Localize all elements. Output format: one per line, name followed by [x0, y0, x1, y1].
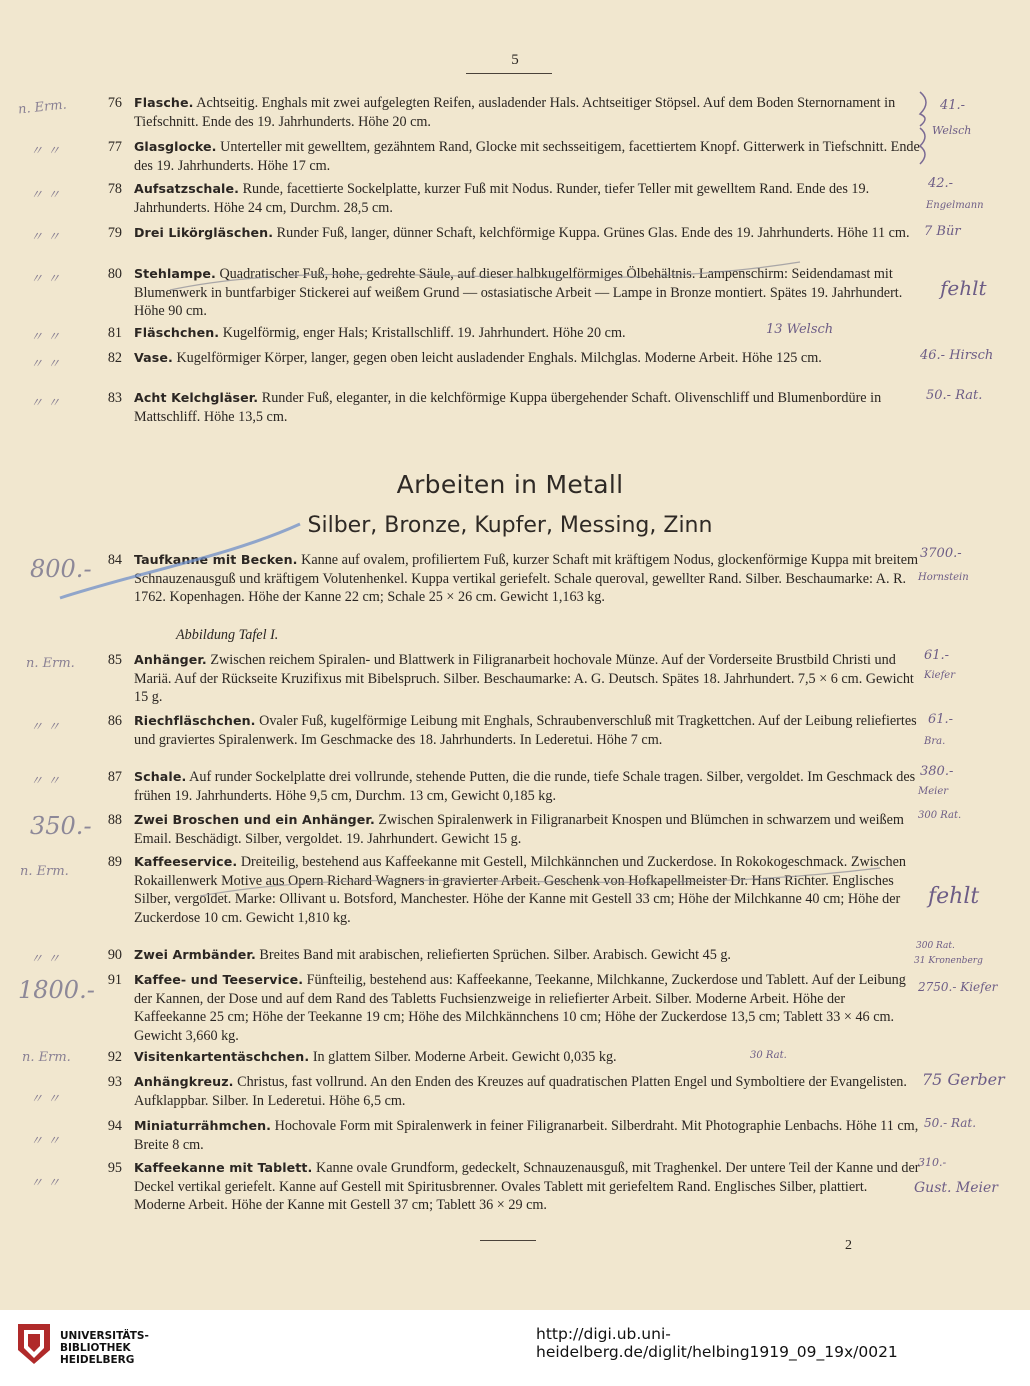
entry-number: 84: [107, 552, 122, 568]
handwritten-ditto: 〃 〃: [30, 188, 61, 203]
handwritten-ditto: 〃 〃: [30, 1092, 61, 1107]
handwritten-ditto: 〃 〃: [30, 774, 61, 789]
entry-number: 89: [107, 854, 122, 870]
handwritten-status: fehlt: [928, 884, 980, 909]
entry-text: Kugelförmiger Körper, langer, gegen oben leicht ausladender Enghals. Milchglas. Moderne Arbeit. Höhe 125 cm.: [176, 350, 822, 366]
entry-text: Zwischen Spiralenwerk in Filigranarbeit Knospen und Blümchen in schwarzem und weißem Email. Beschädigt. Silber, vergoldet. 19. Jahrhundert. Gewicht 15 g.: [134, 812, 904, 847]
entry-number: 80: [107, 266, 122, 282]
entry-text: Unterteller mit gewelltem, gezähntem Rand, Glocke mit sechsseitigem, facettiertem Knopf. Gitterwerk in Tiefschnitt. Ende des 19. Jahrhunderts. Höhe 17 cm.: [134, 139, 920, 174]
entry-title: Stehlampe.: [134, 266, 216, 281]
handwritten-buyer: Hornstein: [918, 572, 969, 583]
entry-number: 81: [107, 325, 122, 341]
handwritten-price: 310.-: [918, 1156, 947, 1169]
handwritten-price: 3700.-: [920, 546, 962, 561]
entry-text: Runde, facettierte Sockelplatte, kurzer Fuß mit Nodus. Runder, tiefer Teller mit gewelltem Rand. Ende des 19. Jahrhunderts. Höhe 24 cm, Durchm. 28,5 cm.: [134, 181, 870, 216]
handwritten-buyer: Meier: [918, 786, 949, 797]
handwritten-price: 46.- Hirsch: [920, 348, 994, 363]
entry-title: Kaffeeservice.: [134, 854, 238, 869]
entry-text: In glattem Silber. Moderne Arbeit. Gewicht 0,035 kg.: [312, 1049, 617, 1065]
entry-title: Zwei Broschen und ein Anhänger.: [134, 812, 375, 827]
source-url[interactable]: http://digi.ub.uni-heidelberg.de/diglit/helbing1919_09_19x/0021: [536, 1325, 898, 1361]
section-title: Arbeiten in Metall: [396, 470, 624, 499]
entry-number: 82: [107, 350, 122, 366]
handwritten-ditto: 〃 〃: [30, 1134, 61, 1149]
entry-title: Miniaturrähmchen.: [134, 1118, 272, 1133]
entry-text: Dreiteilig, bestehend aus Kaffeekanne mit Gestell, Milchkännchen und Zuckerdose. In Rokokogeschmack. Zwischen Rokaillenwerk Motive aus Opern Richard Wagners in gravierter Arbeit. Geschenk von Hofkapellmeister Dr. Hans Richter. Englisches Silber, vergoldet. Marke: Ollivant u. Botsford, Manchester. Höhe der Kanne mit Gestell 33 cm; Höhe der Milchkanne 40 cm; Höhe der Zuckerdose 10 cm. Gewicht 1,810 kg.: [134, 854, 906, 926]
handwritten-price: 2750.- Kiefer: [918, 980, 998, 994]
handwritten-price: 300 Rat.: [916, 941, 955, 951]
entry-text: Runder Fuß, langer, dünner Schaft, kelchförmige Kuppa. Grünes Glas. Ende des 19. Jahrhunderts. Höhe 11 cm.: [276, 225, 910, 241]
handwritten-note: n. Erm.: [20, 864, 69, 879]
entry-number: 92: [107, 1049, 122, 1065]
handwritten-price: 42.-: [928, 176, 954, 191]
entry-text: Kanne ovale Grundform, gedeckelt, Schnauzenausguß, mit Traghenkel. Der untere Teil der Kanne und der Deckel vertikal geriefelt. Kanne auf Gestell mit Spiritusbrenner. Ovales Tablett mit geriefeltem Rand. Englisches Silber, plattiert. Moderne Arbeit. Höhe der Kanne mit Gestell 37 cm; Tablett 36 × 29 cm.: [134, 1160, 920, 1214]
handwritten-ditto: 〃 〃: [30, 357, 61, 372]
entry-title: Flasche.: [134, 95, 194, 110]
handwritten-price: 1800.-: [18, 976, 95, 1004]
section-subtitle: Silber, Bronze, Kupfer, Messing, Zinn: [307, 513, 713, 538]
entry-number: 83: [107, 390, 122, 406]
handwritten-ditto: 〃 〃: [30, 144, 61, 159]
page-number: 5: [511, 52, 519, 68]
entry-text: Breites Band mit arabischen, reliefierten Sprüchen. Silber. Arabisch. Gewicht 45 g.: [259, 947, 731, 963]
entry-text: Auf runder Sockelplatte drei vollrunde, stehende Putten, die die runde, tiefe Schale tragen. Silber, vergoldet. Im Geschmack des frühen 19. Jahrhunderts. Höhe 9,5 cm, Durchm. 13 cm, Gewicht 0,185 kg.: [134, 769, 916, 804]
handwritten-price: 41.-: [940, 98, 966, 113]
entry-number: 85: [107, 652, 122, 668]
entry-number: 88: [107, 812, 122, 828]
handwritten-price: 75 Gerber: [922, 1070, 1005, 1089]
bracket-mark: [920, 128, 925, 164]
entry-text: Ovaler Fuß, kugelförmige Leibung mit Enghals, Schraubenverschluß mit Tragkettchen. Auf der Leibung reliefiertes und graviertes Spiralenwerk. Im Geschmacke des 18. Jahrhunderts. In Lederetui. Höhe 7 cm.: [134, 713, 917, 748]
entry-number: 90: [107, 947, 122, 963]
entry-title: Kaffee- und Teeservice.: [134, 972, 304, 987]
strike-line: [200, 868, 880, 896]
handwritten-ditto: 〃 〃: [30, 720, 61, 735]
handwritten-note: n. Erm.: [26, 656, 75, 671]
handwritten-ditto: 〃 〃: [30, 272, 61, 287]
handwritten-note: n. Erm.: [17, 97, 68, 118]
entry-title: Aufsatzschale.: [134, 181, 240, 196]
sheet-number: 2: [845, 1238, 852, 1253]
entry-text: Kanne auf ovalem, profiliertem Fuß, kurzer Schaft mit kräftigem Nodus, glockenförmige Kuppa mit breitem Schnauzenausguß und kräftigem Volutenhenkel. Kuppa vertikal geriefelt. Schale queroval, gewellter Rand. Silber. Beschaumarke: A. R. 1762. Kopenhagen. Höhe der Kanne 22 cm; Schale 25 × 26 cm. Gewicht 1,163 kg.: [134, 552, 919, 606]
entry-number: 77: [107, 139, 122, 155]
handwritten-price: 61.-: [924, 648, 950, 663]
handwritten-status: fehlt: [940, 276, 987, 300]
entry-title: Acht Kelchgläser.: [134, 390, 259, 405]
handwritten-price: 50.- Rat.: [926, 388, 983, 403]
library-logo-icon: [14, 1320, 54, 1368]
entry-title: Glasglocke.: [134, 139, 217, 154]
handwritten-price: 7 Bür: [924, 224, 961, 239]
entry-text: Quadratischer Fuß, hohe, gedrehte Säule, auf dieser halbkugelförmiges Ölbehältnis. Lampenschirm: Seidendamast mit Blumenwerk in buntfarbiger Stickerei auf weißem Grund — ostasiatische Arbeit — Lampe in Bronze montiert. Spätes 19. Jahrhundert. Höhe 90 cm.: [134, 266, 903, 320]
bracket-mark: [920, 92, 926, 126]
handwritten-price: 30 Rat.: [750, 1050, 787, 1061]
entry-number: 93: [107, 1074, 122, 1090]
entry-number: 91: [107, 972, 122, 988]
handwritten-note: n. Erm.: [22, 1050, 71, 1065]
entry-title: Zwei Armbänder.: [134, 947, 256, 962]
handwritten-buyer: Engelmann: [926, 200, 984, 211]
entry-text: Fünfteilig, bestehend aus: Kaffeekanne, Teekanne, Milchkanne, Zuckerdose und Tablett. Auf der Leibung der Kannen, der Dose und auf dem Rand des Tabletts Fuchsienzweige in reliefierter Arbeit. Silber. Moderne Arbeit. Höhe der Kaffeekanne 25 cm; Höhe der Teekanne 19 cm; Höhe des Milchkännchens 10 cm; Höhe der Zuckerdose 13,5 cm; Tablett 33 × 46 cm. Gewicht 3,660 kg.: [134, 972, 906, 1044]
handwritten-ditto: 〃 〃: [30, 396, 61, 411]
handwritten-ditto: 〃 〃: [30, 1176, 61, 1191]
entry-text: Kugelförmig, enger Hals; Kristallschliff. 19. Jahrhundert. Höhe 20 cm.: [222, 325, 626, 341]
entry-number: 94: [107, 1118, 122, 1134]
entry-number: 76: [107, 95, 122, 111]
handwritten-buyer: Kiefer: [924, 670, 955, 681]
entry-text: Zwischen reichem Spiralen- und Blattwerk in Filigranarbeit hochovale Münze. Auf der Vorderseite Brustbild Christi und Mariä. Auf der Rückseite Kruzifixus mit Bibelspruch. Silber. Beschaumarke: A. G. Deutsch. Spätes 18. Jahrhundert. 7,5 × 6 cm. Gewicht 15 g.: [134, 652, 914, 706]
entry-text: Christus, fast vollrund. An den Enden des Kreuzes auf quadratischen Platten Engel und Symboltiere der Evangelisten. Aufklappbar. Silber. In Lederetui. Höhe 6,5 cm.: [134, 1074, 907, 1109]
strike-line: [60, 524, 300, 598]
handwritten-price: 350.-: [30, 812, 92, 840]
figure-reference: Abbildung Tafel I.: [176, 627, 279, 643]
entry-number: 86: [107, 713, 122, 729]
entry-title: Visitenkartentäschchen.: [134, 1049, 310, 1064]
library-name: UNIVERSITÄTS- BIBLIOTHEK HEIDELBERG: [60, 1330, 149, 1366]
strike-line: [170, 262, 800, 290]
handwritten-ditto: 〃 〃: [30, 330, 61, 345]
handwritten-price: 61.-: [928, 712, 954, 727]
handwritten-price: 800.-: [30, 555, 92, 583]
handwritten-ditto: 〃 〃: [30, 952, 61, 967]
entry-title: Fläschchen.: [134, 325, 220, 340]
entry-title: Schale.: [134, 769, 187, 784]
handwritten-price: 300 Rat.: [918, 810, 962, 821]
entry-title: Riechfläschchen.: [134, 713, 256, 728]
handwritten-price: 380.-: [920, 764, 954, 779]
entry-number: 95: [107, 1160, 122, 1176]
entry-title: Vase.: [134, 350, 173, 365]
entry-number: 79: [107, 225, 122, 241]
handwritten-buyer: 31 Kronenberg: [914, 956, 983, 966]
handwritten-buyer: Welsch: [932, 124, 972, 137]
entry-text: Achtseitig. Enghals mit zwei aufgelegten Reifen, ausladender Hals. Achtseitiger Stöpsel. Auf dem Boden Sternornament in Tiefschnitt. Ende des 19. Jahrhunderts. Höhe 20 cm.: [134, 95, 896, 130]
entry-title: Taufkanne mit Becken.: [134, 552, 298, 567]
entry-text: Hochovale Form mit Spiralenwerk in feiner Filigranarbeit. Silberdraht. Mit Photographie Lenbachs. Höhe 11 cm, Breite 8 cm.: [134, 1118, 919, 1153]
entry-title: Drei Likörgläschen.: [134, 225, 274, 240]
entry-title: Anhängkreuz.: [134, 1074, 234, 1089]
handwritten-buyer: Gust. Meier: [914, 1180, 998, 1196]
handwritten-price: 13 Welsch: [766, 322, 834, 337]
entry-title: Anhänger.: [134, 652, 207, 667]
handwritten-ditto: 〃 〃: [30, 230, 61, 245]
handwritten-buyer: Bra.: [924, 736, 946, 747]
entry-title: Kaffeekanne mit Tablett.: [134, 1160, 313, 1175]
entry-number: 87: [107, 769, 122, 785]
entry-number: 78: [107, 181, 122, 197]
entry-text: Runder Fuß, eleganter, in die kelchförmige Kuppa übergehender Schaft. Olivenschliff und Blumenbordüre in Mattschliff. Höhe 13,5 cm.: [134, 390, 882, 425]
handwritten-price: 50.- Rat.: [924, 1116, 977, 1130]
